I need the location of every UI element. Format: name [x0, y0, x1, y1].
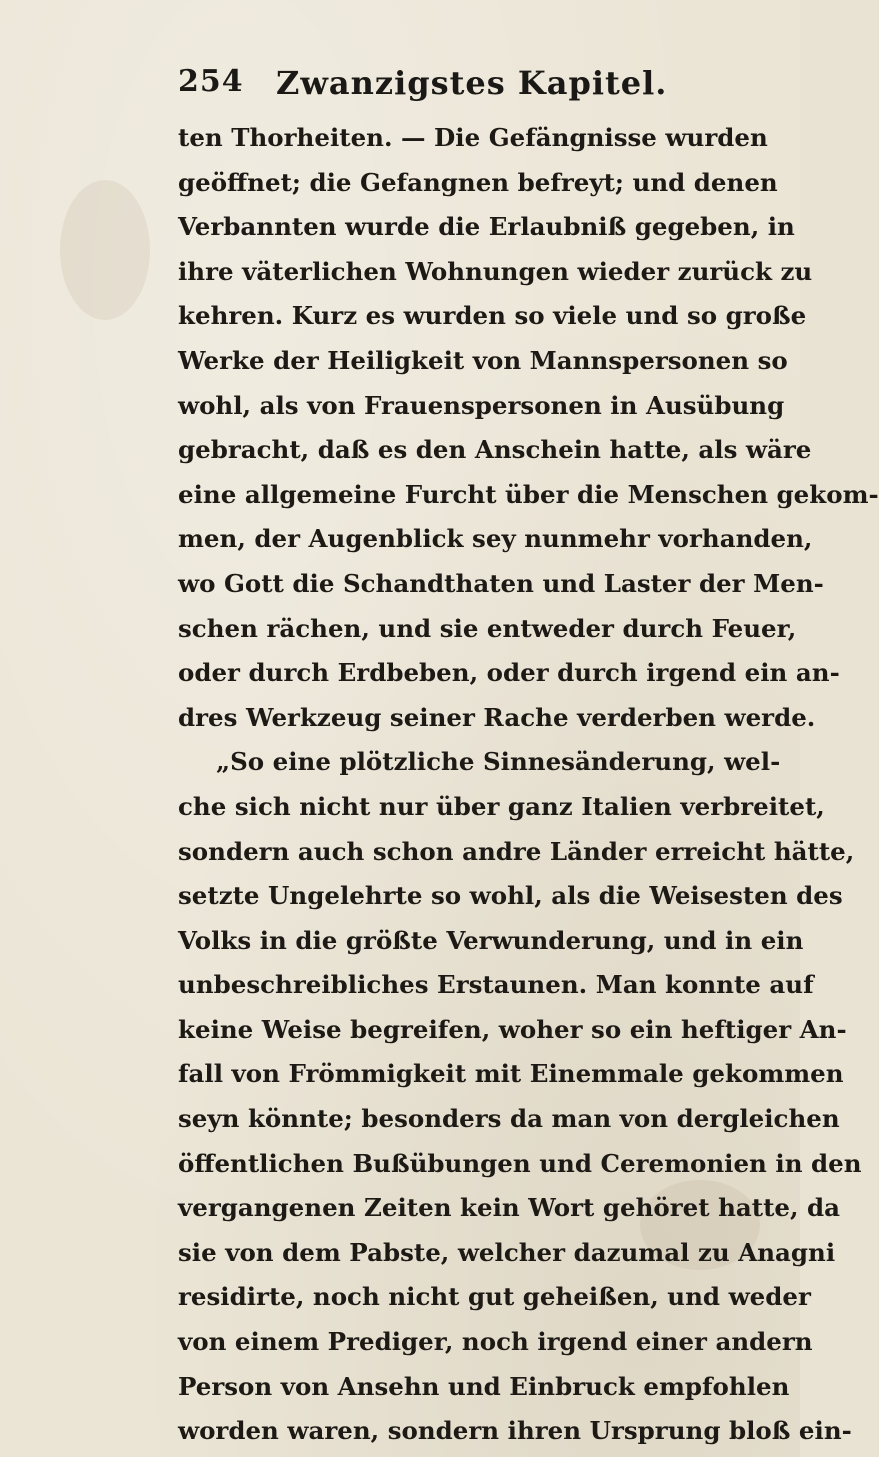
- paragraph-first-line: „So eine plötzliche Sinnesänderung, wel-: [216, 747, 781, 777]
- text-line: vergangenen Zeiten kein Wort gehöret hatte, da: [178, 1193, 841, 1223]
- text-line: wohl, als von Frauenspersonen in Ausübung: [178, 390, 785, 420]
- text-line: sie von dem Pabste, welcher dazumal zu Anagni: [178, 1237, 836, 1267]
- text-line: keine Weise begreifen, woher so ein heftiger An-: [178, 1014, 847, 1044]
- text-line: Person von Ansehn und Einbruck empfohlen: [178, 1371, 790, 1401]
- text-line: oder durch Erdbeben, oder durch irgend ein an-: [178, 658, 840, 688]
- text-line: öffentlichen Bußübungen und Ceremonien in den: [178, 1148, 862, 1178]
- text-line: Werke der Heiligkeit von Mannspersonen so: [178, 345, 788, 375]
- text-line: geöffnet; die Gefangnen befreyt; und denen: [178, 167, 778, 197]
- text-line: fall von Frömmigkeit mit Einemmale gekommen: [178, 1059, 844, 1089]
- text-line: gebracht, daß es den Anschein hatte, als wäre: [178, 435, 812, 465]
- body-text: [178, 116, 879, 1454]
- text-line: worden waren, sondern ihren Ursprung bloß ein-: [178, 1416, 852, 1446]
- text-line: Volks in die größte Verwunderung, und in ein: [178, 925, 804, 955]
- text-line: setzte Ungelehrte so wohl, als die Weisesten des: [178, 881, 843, 911]
- paper-stain: [60, 180, 150, 320]
- text-line: kehren. Kurz es wurden so viele und so große: [178, 301, 807, 331]
- text-line: men, der Augenblick sey nunmehr vorhanden,: [178, 524, 813, 554]
- text-line: unbeschreibliches Erstaunen. Man konnte auf: [178, 970, 814, 1000]
- text-line: residirte, noch nicht gut geheißen, und weder: [178, 1282, 811, 1312]
- text-line: ihre väterlichen Wohnungen wieder zurück zu: [178, 256, 813, 286]
- page-number: 254: [178, 64, 244, 99]
- text-line: wo Gott die Schandthaten und Laster der Men-: [178, 568, 824, 598]
- text-line: von einem Prediger, noch irgend einer andern: [178, 1327, 813, 1357]
- text-line: schen rächen, und sie entweder durch Feuer,: [178, 613, 797, 643]
- text-line: seyn könnte; besonders da man von dergleichen: [178, 1104, 840, 1134]
- text-line: che sich nicht nur über ganz Italien verbreitet,: [178, 791, 825, 821]
- text-line: eine allgemeine Furcht über die Menschen gekom-: [178, 479, 879, 509]
- page-header: [178, 64, 738, 104]
- text-line: Verbannten wurde die Erlaubniß gegeben, in: [178, 212, 795, 242]
- running-head: Zwanzigstes Kapitel.: [276, 64, 668, 102]
- text-line: dres Werkzeug seiner Rache verderben werde.: [178, 702, 816, 732]
- text-line: sondern auch schon andre Länder erreicht hätte,: [178, 836, 855, 866]
- text-line: ten Thorheiten. — Die Gefängnisse wurden: [178, 123, 768, 152]
